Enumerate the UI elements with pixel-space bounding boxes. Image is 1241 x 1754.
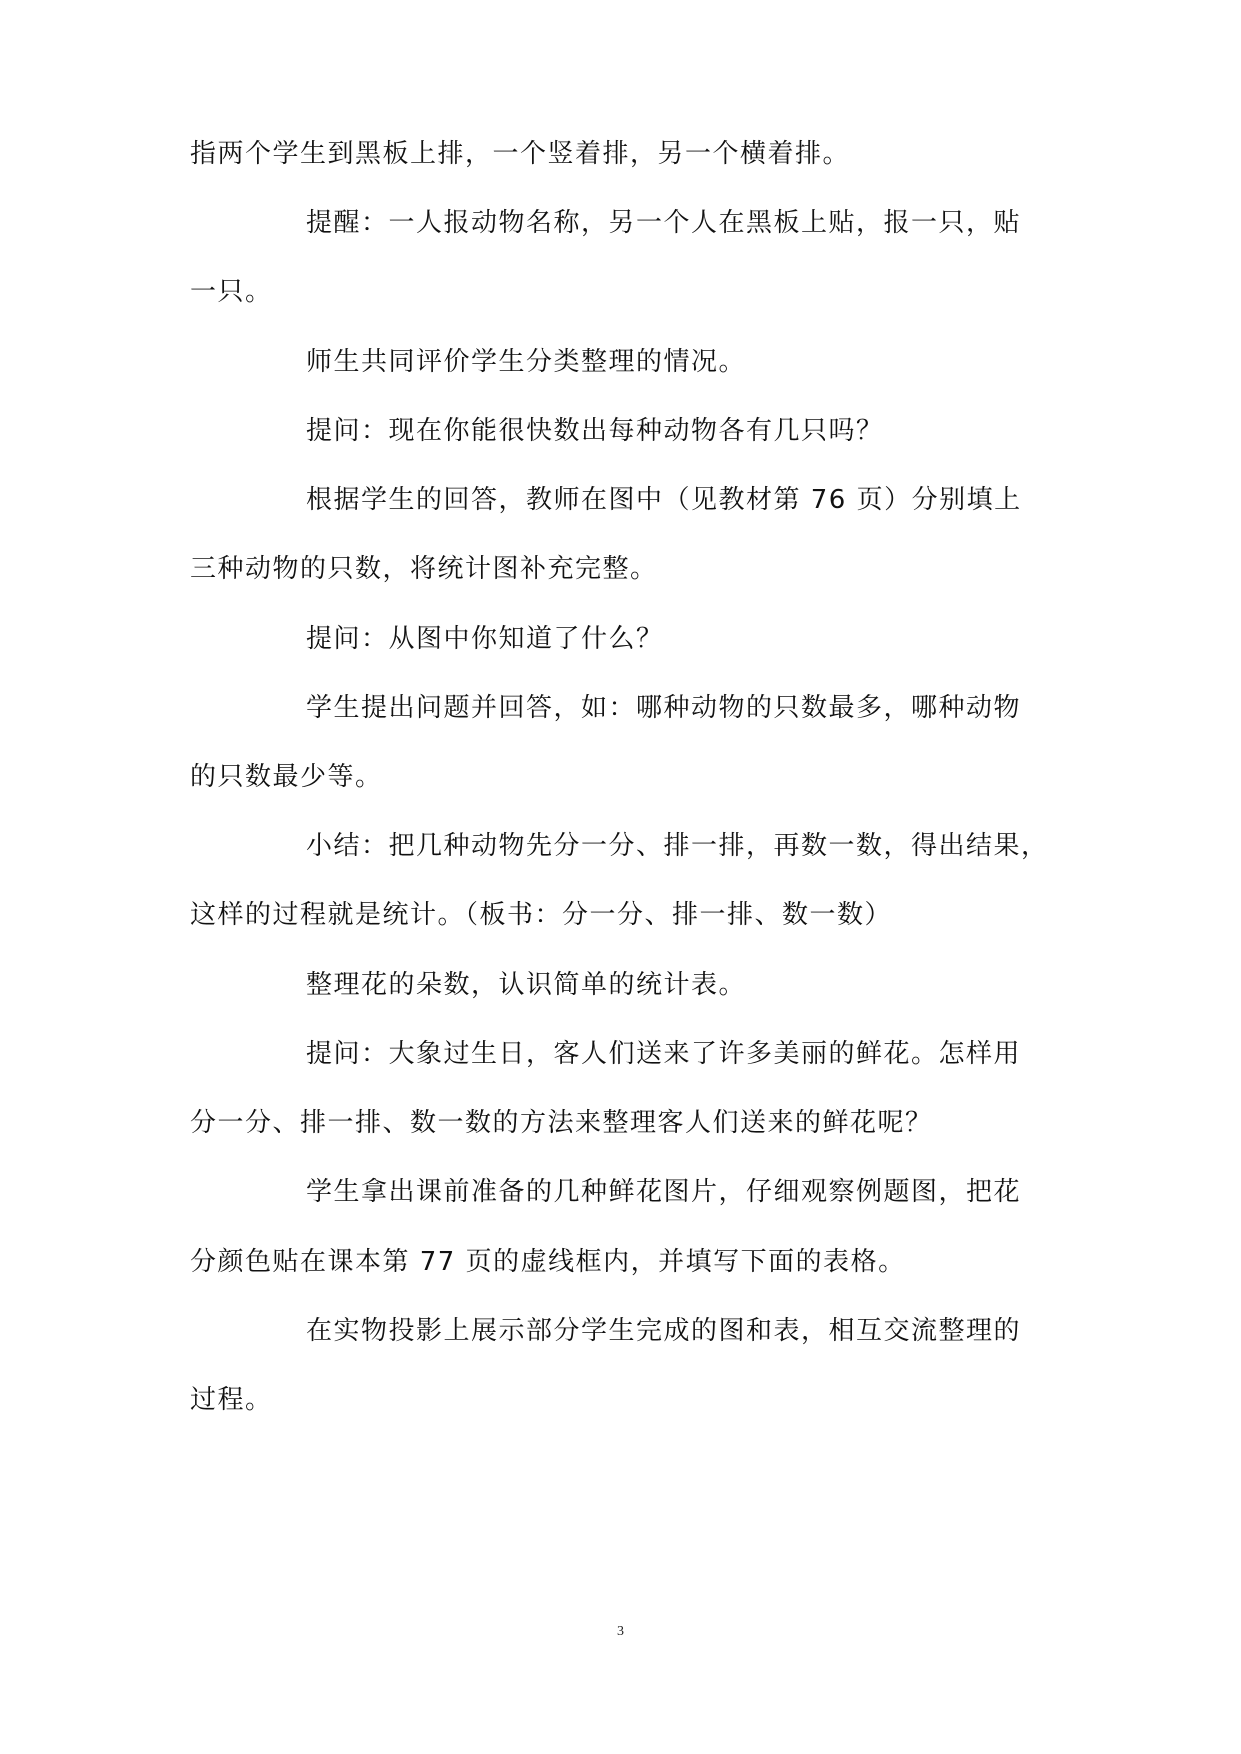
text-line: 提醒：一人报动物名称，另一个人在黑板上贴，报一只，贴 — [306, 208, 1022, 239]
text-line: 分颜色贴在课本第 77 页的虚线框内，并填写下面的表格。 — [190, 1246, 906, 1277]
text-line: 小结：把几种动物先分一分、排一排，再数一数，得出结果， — [306, 831, 1049, 862]
text-line: 过程。 — [190, 1385, 273, 1415]
text-line: 三种动物的只数，将统计图补充完整。 — [190, 554, 658, 585]
text-line: 根据学生的回答，教师在图中（见教材第 76 页）分别填上 — [306, 485, 1022, 516]
text-line: 提问：现在你能很快数出每种动物各有几只吗？ — [306, 415, 884, 446]
text-line: 学生拿出课前准备的几种鲜花图片，仔细观察例题图，把花 — [306, 1177, 1022, 1208]
text-line: 提问：大象过生日，客人们送来了许多美丽的鲜花。怎样用 — [306, 1038, 1022, 1069]
text-line: 指两个学生到黑板上排，一个竖着排，另一个横着排。 — [190, 139, 851, 169]
text-line: 提问：从图中你知道了什么？ — [306, 623, 664, 654]
text-line: 的只数最少等。 — [190, 762, 383, 792]
page-number: 3 — [617, 1624, 624, 1639]
text-line: 学生提出问题并回答，如：哪种动物的只数最多，哪种动物 — [306, 692, 1022, 723]
text-line: 一只。 — [190, 277, 273, 308]
text-line: 在实物投影上展示部分学生完成的图和表，相互交流整理的 — [306, 1315, 1022, 1346]
text-line: 这样的过程就是统计。（板书：分一分、排一排、数一数） — [190, 900, 893, 931]
text-line: 整理花的朵数，认识简单的统计表。 — [306, 969, 747, 1000]
text-line: 分一分、排一排、数一数的方法来整理客人们送来的鲜花呢？ — [190, 1108, 933, 1139]
text-line: 师生共同评价学生分类整理的情况。 — [306, 346, 747, 377]
